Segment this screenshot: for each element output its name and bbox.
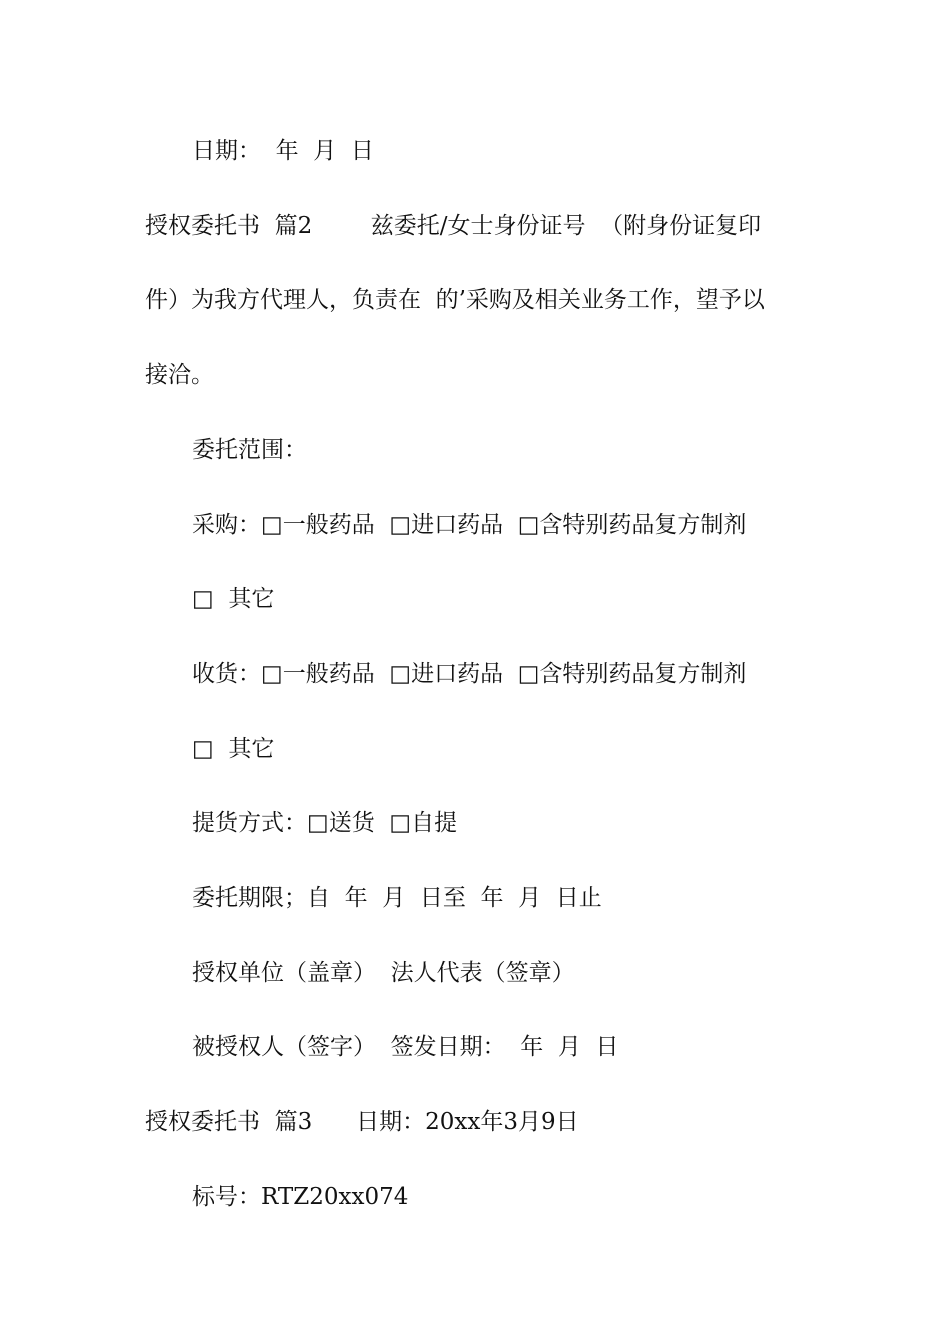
section-3-heading-line: 授权委托书 篇3 日期：20xx年3月9日 (145, 1109, 579, 1135)
pickup-method-line: 提货方式：□送货 □自提 (192, 810, 458, 836)
paragraph-line: 接洽。 (145, 362, 214, 388)
authorized-person-line: 被授权人（签字） 签发日期： 年 月 日 (192, 1034, 619, 1060)
section-2-heading-line: 授权委托书 篇2 兹委托/女士身份证号 （附身份证复印 (145, 213, 762, 239)
purchase-other-option: □ 其它 (192, 586, 275, 612)
scope-label: 委托范围： (192, 437, 307, 463)
signature-line: 授权单位（盖章） 法人代表（签章） (192, 960, 575, 986)
reference-number-line: 标号：RTZ20xx074 (192, 1184, 409, 1210)
term-line: 委托期限；自 年 月 日至 年 月 日止 (192, 885, 602, 911)
receiving-other-option: □ 其它 (192, 736, 275, 762)
date-line: 日期： 年 月 日 (192, 138, 374, 164)
purchase-options-line: 采购：□一般药品 □进口药品 □含特别药品复方制剂 (192, 512, 747, 538)
receiving-options-line: 收货：□一般药品 □进口药品 □含特别药品复方制剂 (192, 661, 747, 687)
paragraph-line: 件）为我方代理人，负责在 的’采购及相关业务工作，望予以 (145, 287, 765, 313)
